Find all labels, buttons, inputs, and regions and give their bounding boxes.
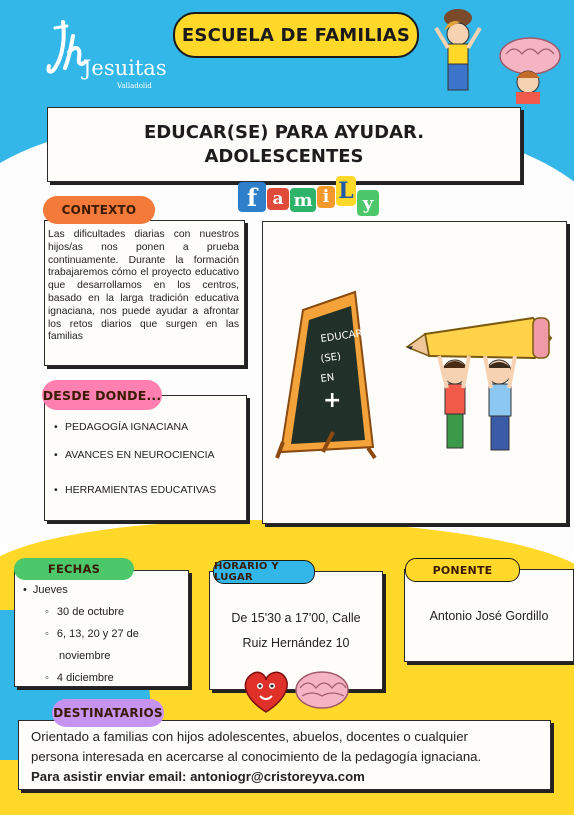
audience-line-1: Orientado a familias con hijos adolescentes, abuelos, docentes o cualquier (31, 729, 468, 744)
where-label (42, 380, 162, 410)
context-box (44, 220, 245, 366)
title-line-2: ADOLESCENTES (204, 145, 364, 167)
context-label-text: CONTEXTO (61, 203, 137, 217)
dates-box (14, 570, 189, 687)
where-item: • HERRAMIENTAS EDUCATIVAS (65, 484, 216, 496)
family-letter-l: L (336, 176, 356, 206)
circle-bullet-icon: ◦ (45, 628, 49, 640)
date-item (45, 606, 124, 618)
audience-box (18, 720, 551, 790)
logo-name: Jesuitas (83, 56, 167, 80)
board-text-1: EDUCAR (319, 328, 364, 345)
date-item-continuation (59, 650, 110, 662)
where-item: • AVANCES EN NEUROCIENCIA (65, 449, 215, 461)
audience-label-text: DESTINATARIOS (53, 706, 163, 720)
school-banner-text: ESCUELA DE FAMILIAS (181, 24, 411, 46)
speaker-box (404, 569, 574, 662)
family-letter-f: f (238, 182, 266, 212)
speaker-label-text: PONENTE (432, 563, 493, 577)
logo-city: Valladolid (117, 82, 152, 90)
context-text: Las dificultades diarias con nuestros hijos/as nos ponen a prueba continuamente. Durante la formación trabajaremos cómo el proyecto educativo que desarrollamos en los centros, basado en la larga tradición educativa ignaciana, nos puede ayudar a afrontar los retos diarios que surgen en las familias (48, 229, 239, 343)
board-text-2: (SE) (319, 351, 342, 365)
dates-day-text: Jueves (32, 584, 68, 596)
title-box (47, 107, 521, 182)
date-item (45, 672, 114, 684)
schedule-line-1: De 15'30 a 17'00, Calle (231, 610, 361, 625)
schedule-line-2: Ruiz Hernández 10 (242, 635, 350, 650)
family-letter-i: i (317, 186, 335, 208)
family-letter-m: m (290, 188, 316, 212)
illustration-box (262, 221, 567, 524)
audience-line-2: persona interesada en acercarse al conocimiento de la pedagogía ignaciana. (31, 749, 482, 764)
dates-label (14, 558, 134, 580)
where-box (44, 395, 247, 521)
kids-brain-illustration (430, 4, 574, 104)
audience-label (52, 699, 164, 727)
jesuitas-logo (45, 18, 180, 98)
schedule-label-text: HORARIO Y LUGAR (214, 561, 279, 583)
bullet-icon: • (23, 584, 27, 596)
dates-label-text: FECHAS (47, 562, 101, 576)
board-text-3: EN (319, 372, 336, 385)
context-label (43, 196, 155, 224)
speaker-label (405, 558, 520, 582)
date-text: 30 de octubre (56, 606, 125, 618)
heart-brain-illustration (236, 664, 356, 718)
title-line-1: EDUCAR(SE) PARA AYUDAR. (143, 121, 425, 143)
date-text: 4 diciembre (56, 672, 114, 684)
family-word (238, 176, 380, 212)
speaker-name: Antonio José Gordillo (429, 608, 549, 623)
board-text-4: + (323, 388, 342, 413)
circle-bullet-icon: ◦ (45, 672, 49, 684)
date-item (45, 628, 139, 640)
school-banner (173, 12, 419, 58)
family-letter-a: a (267, 188, 289, 210)
chalkboard-pencil-illustration (263, 222, 566, 523)
date-text: 6, 13, 20 y 27 de (56, 628, 139, 640)
where-item: • PEDAGOGÍA IGNACIANA (65, 421, 188, 433)
dates-day (23, 584, 68, 596)
schedule-label (213, 560, 315, 584)
where-label-text: DESDE DONDE... (42, 387, 162, 403)
family-letter-y: y (357, 190, 379, 216)
circle-bullet-icon: ◦ (45, 606, 49, 618)
date-text: noviembre (59, 650, 111, 662)
audience-contact: Para asistir enviar email: antoniogr@cristoreyva.com (31, 769, 365, 784)
